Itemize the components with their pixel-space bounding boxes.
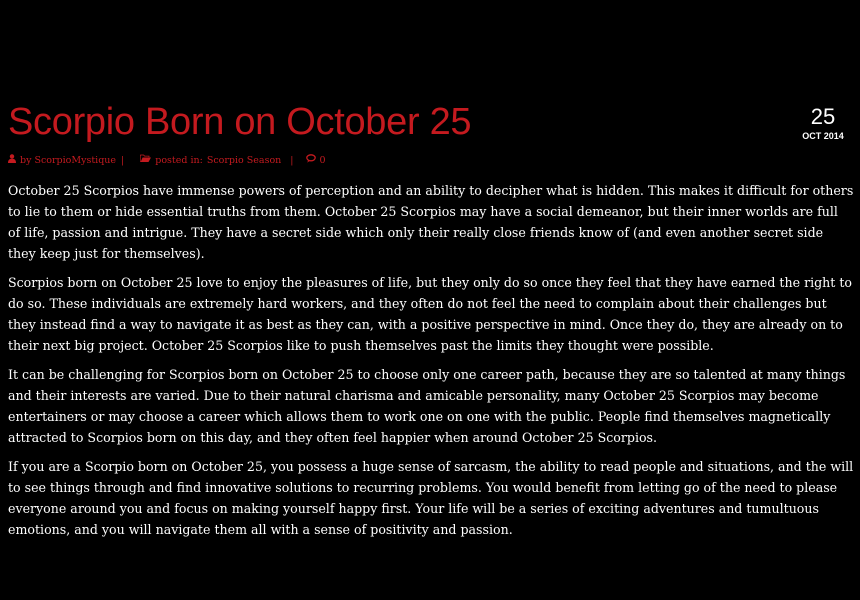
meta-separator: | bbox=[121, 155, 125, 166]
comments-icon[interactable] bbox=[306, 154, 316, 168]
meta-separator: | bbox=[290, 155, 294, 166]
post-date-badge bbox=[798, 104, 848, 142]
post-date-day: 25 bbox=[810, 104, 836, 129]
post-content bbox=[8, 180, 854, 548]
folder-open-icon bbox=[140, 154, 151, 168]
post-date-month-year: OCT 2014 bbox=[802, 131, 844, 141]
posted-in-label: posted in: bbox=[155, 155, 203, 166]
post-title[interactable]: Scorpio Born on October 25 bbox=[8, 101, 472, 143]
post-paragraph: It can be challenging for Scorpios born on October 25 to choose only one career path, because they are so talented at many things and their interests are varied. Due to their natural charisma and amicable personality, many October 25 Scorpios may become entertainers or may choose a career which allows them to work one on one with the public. People find themselves magnetically attracted to Scorpios born on this day, and they often feel happier when around October 25 Scorpios. bbox=[8, 367, 846, 445]
post-meta bbox=[8, 154, 326, 168]
post-paragraph: If you are a Scorpio born on October 25, you possess a huge sense of sarcasm, the ability to read people and situations, and the will to see things through and find innovative solutions to recurring problems. You would benefit from letting go of the need to please everyone around you and focus on making yourself happy first. Your life will be a series of exciting adventures and tumultuous emotions, and you will navigate them all with a sense of positivity and passion. bbox=[8, 459, 854, 537]
post-category-link[interactable]: Scorpio Season bbox=[206, 155, 282, 166]
post-paragraph: October 25 Scorpios have immense powers of perception and an ability to decipher what is hidden. This makes it difficult for others to lie to them or hide essential truths from them. October 25 Scorpios may have a social demeanor, but their inner worlds are full of life, passion and intrigue. They have a secret side which only their really close friends know of (and even another secret side they keep just for themselves). bbox=[8, 183, 854, 261]
post-author-link[interactable]: by ScorpioMystique bbox=[20, 155, 117, 166]
user-icon bbox=[8, 154, 16, 168]
post-comments-count[interactable]: 0 bbox=[319, 155, 326, 166]
post-paragraph: Scorpios born on October 25 love to enjoy the pleasures of life, but they only do so once they feel that they have earned the right to do so. These individuals are extremely hard workers, and they often do not feel the need to complain about their challenges but they instead find a way to navigate it as best as they can, with a positive perspective in mind. Once they do, they are already on to their next big project. October 25 Scorpios like to push themselves past the limits they thought were possible. bbox=[8, 275, 852, 353]
